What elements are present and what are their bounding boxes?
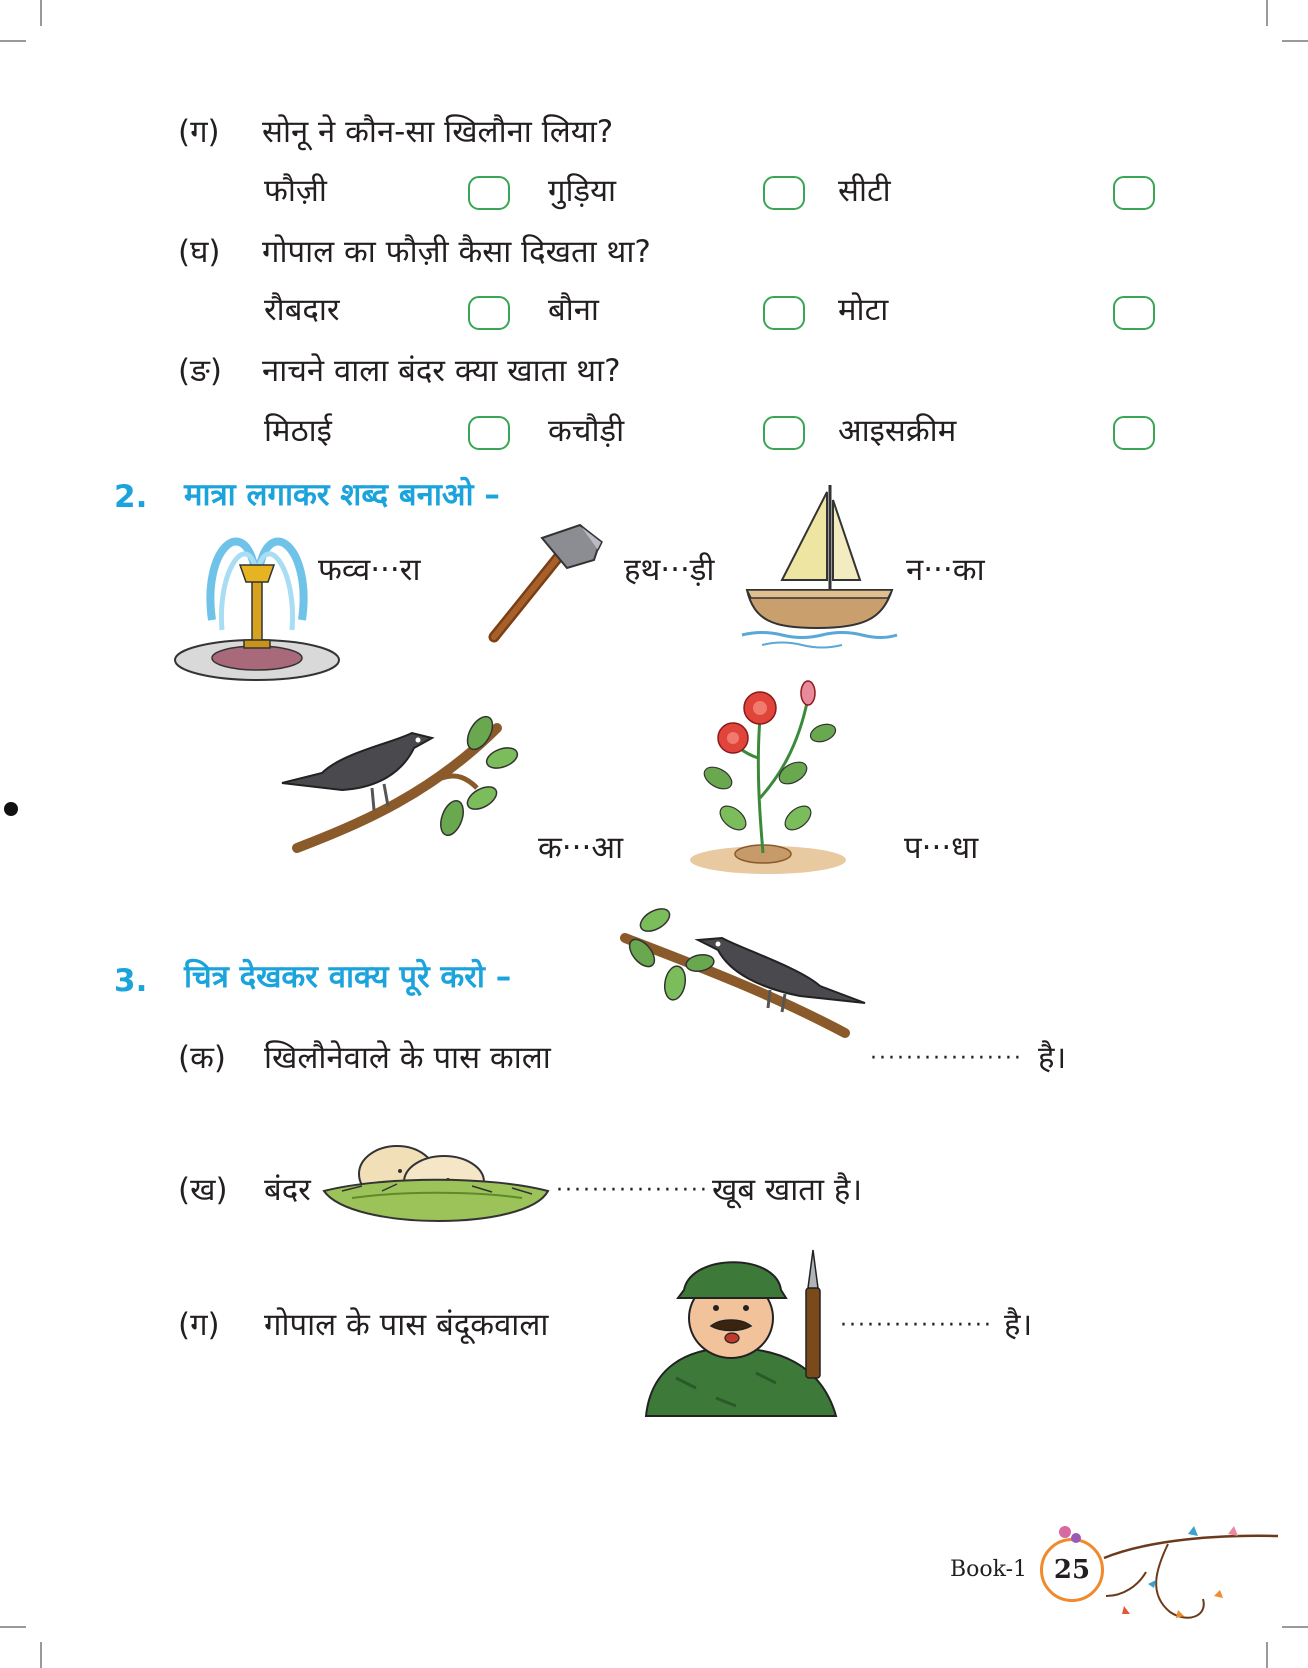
trim-mark xyxy=(40,0,42,26)
hammer-image xyxy=(482,520,607,645)
option-label: मोटा xyxy=(838,292,889,328)
option-checkbox[interactable] xyxy=(763,296,805,330)
answer-blank[interactable]: ················· xyxy=(556,1178,709,1203)
boat-image xyxy=(742,480,897,650)
option-label: रौबदार xyxy=(264,292,340,328)
option-label: फौज़ी xyxy=(264,173,327,209)
sentence-end: है। xyxy=(1038,1040,1067,1076)
question-label: (ङ) xyxy=(178,353,222,389)
option-checkbox[interactable] xyxy=(763,176,805,210)
section-title: मात्रा लगाकर शब्द बनाओ – xyxy=(184,477,500,513)
word-blank: प···धा xyxy=(904,830,979,866)
trim-mark xyxy=(0,40,26,42)
trim-mark xyxy=(40,1642,42,1668)
option-checkbox[interactable] xyxy=(468,176,510,210)
sentence-text: खिलौनेवाले के पास काला xyxy=(264,1040,551,1076)
option-label: बौना xyxy=(548,292,599,328)
kachori-bowl-image xyxy=(322,1136,550,1236)
section-number: 3. xyxy=(114,963,148,999)
question-label: (घ) xyxy=(178,234,221,270)
option-label: आइसक्रीम xyxy=(838,413,957,449)
option-label: मिठाई xyxy=(264,413,332,449)
question-text: नाचने वाला बंदर क्या खाता था? xyxy=(262,353,621,389)
rose-plant-image xyxy=(688,678,848,878)
trim-mark xyxy=(1282,1626,1308,1628)
option-checkbox[interactable] xyxy=(1113,176,1155,210)
trim-mark xyxy=(1266,0,1268,26)
sentence-end: है। xyxy=(1004,1307,1033,1343)
crow-image xyxy=(282,718,527,858)
fountain-image xyxy=(172,510,342,685)
word-blank: क···आ xyxy=(538,830,624,866)
sentence-label: (क) xyxy=(178,1040,226,1076)
book-label: Book-1 xyxy=(950,1557,1028,1582)
registration-dot xyxy=(4,802,18,816)
answer-blank[interactable]: ················· xyxy=(870,1046,1023,1071)
sentence-label: (ग) xyxy=(178,1307,220,1343)
option-label: गुड़िया xyxy=(548,173,617,209)
soldier-image xyxy=(636,1248,840,1416)
trim-mark xyxy=(1266,1642,1268,1668)
word-blank: न···का xyxy=(906,552,985,588)
section-number: 2. xyxy=(114,479,148,515)
word-blank: हथ···ड़ी xyxy=(624,552,715,588)
option-checkbox[interactable] xyxy=(1113,416,1155,450)
word-blank: फव्व···रा xyxy=(318,552,421,588)
page-number: 25 xyxy=(1040,1538,1104,1602)
question-text: गोपाल का फौज़ी कैसा दिखता था? xyxy=(262,234,651,270)
question-text: सोनू ने कौन-सा खिलौना लिया? xyxy=(262,114,614,150)
section-title: चित्र देखकर वाक्य पूरे करो – xyxy=(184,959,512,995)
sentence-text: गोपाल के पास बंदूकवाला xyxy=(264,1307,549,1343)
sentence-label: (ख) xyxy=(178,1172,228,1208)
sentence-text: बंदर xyxy=(264,1172,311,1208)
option-checkbox[interactable] xyxy=(468,296,510,330)
option-label: कचौड़ी xyxy=(548,413,625,449)
decorative-vine-icon xyxy=(1028,1524,1283,1628)
option-checkbox[interactable] xyxy=(468,416,510,450)
trim-mark xyxy=(0,1626,26,1628)
option-checkbox[interactable] xyxy=(1113,296,1155,330)
option-checkbox[interactable] xyxy=(763,416,805,450)
answer-blank[interactable]: ················· xyxy=(840,1313,993,1338)
sentence-end: खूब खाता है। xyxy=(712,1172,863,1208)
crow-image xyxy=(620,908,865,1038)
question-label: (ग) xyxy=(178,114,220,150)
option-label: सीटी xyxy=(838,173,891,209)
trim-mark xyxy=(1282,40,1308,42)
